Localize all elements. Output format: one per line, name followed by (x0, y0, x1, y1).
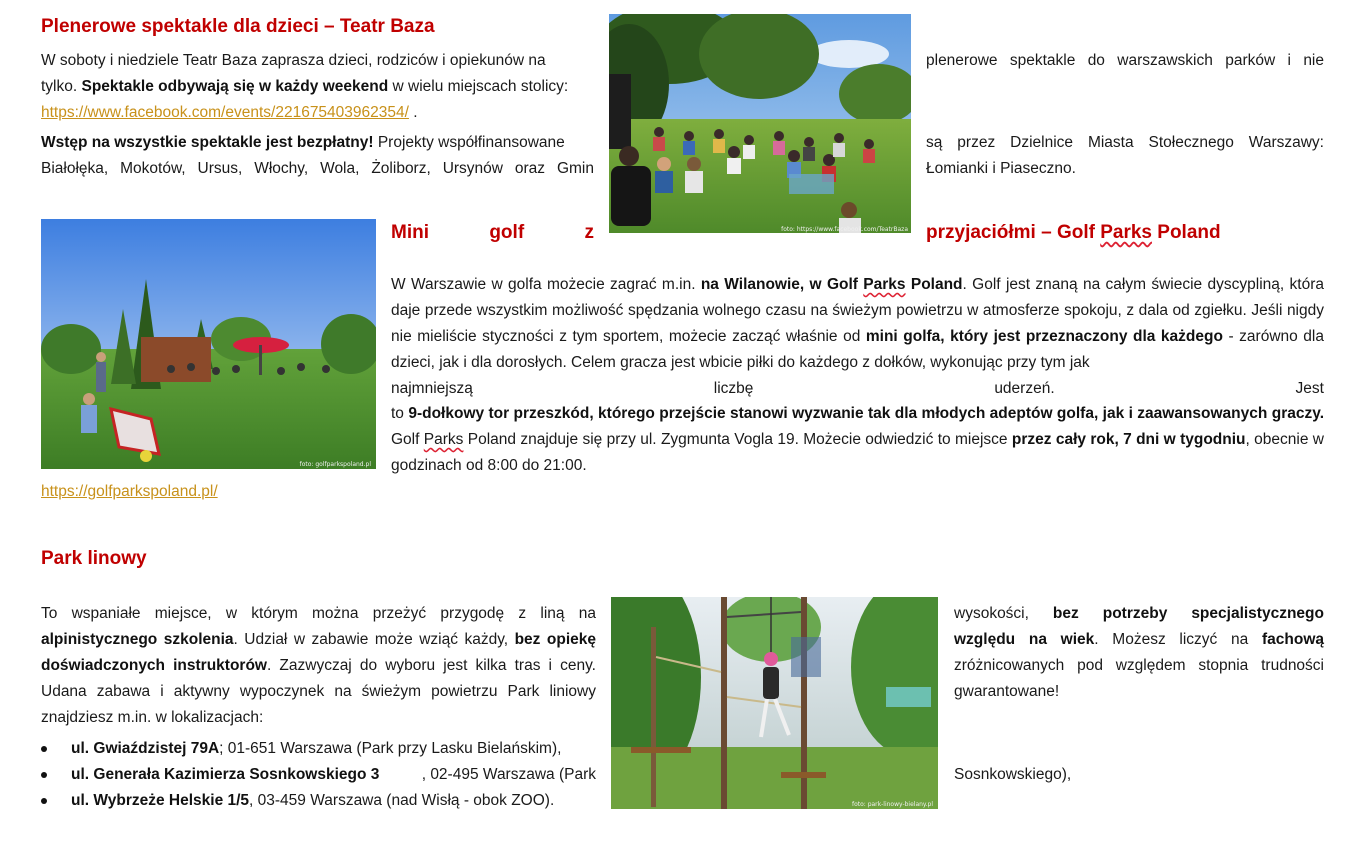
golf-paragraph-2 (391, 401, 1324, 479)
golf-paragraph-1 (391, 272, 1324, 376)
park-linowy-locations-list (41, 736, 596, 814)
golf-garden-image (41, 219, 376, 469)
bold-text: Poland (905, 276, 963, 293)
photo-credit: foto: https://www.facebook.com/TeatrBaza (781, 226, 908, 233)
list-item (41, 788, 596, 814)
rope-park-image (611, 597, 938, 809)
photo-credit: foto: park-linowy-bielany.pl (851, 801, 933, 808)
text: zróżnicowanych pod względem stopnia trudności gwarantowane! (954, 657, 1324, 700)
text: najmniejszą (391, 380, 473, 397)
bold-text: bez potrzeby specjalistycznego względu na wiek (954, 605, 1324, 648)
bold-text: ul. Wybrzeże Helskie 1/5 (71, 792, 250, 809)
bold-text: ul. Generała Kazimierza Sosnkowskiego 3 (71, 766, 380, 783)
bold-text: opiekę doświadczonych instruktorów (41, 631, 597, 674)
list-item (41, 762, 596, 788)
title-word: golf (489, 222, 525, 243)
park-linowy-left-text (41, 601, 596, 731)
text: liczbę (713, 380, 754, 397)
text: , 03-459 Warszawa (nad Wisłą - obok ZOO). (249, 792, 555, 809)
text: Projekty współfinansowane (373, 134, 565, 151)
teatr-baza-photo (609, 14, 911, 233)
section-title-teatr-baza: Plenerowe spektakle dla dzieci – Teatr Baza (41, 16, 435, 37)
section-title-mini-golf-left (391, 222, 594, 244)
title-word: Mini (391, 222, 429, 243)
teatr-text-line4-left (41, 130, 594, 156)
text: Białołęka, Mokotów, Ursus, Włochy, Wola, Żoliborz, Ursynów oraz Gmin (41, 160, 594, 177)
text: W Warszawie w golfa możecie zagrać m.in. (391, 276, 701, 293)
text: Poland znajduje się przy ul. Zygmunta Vogla 19. Możecie odwiedzić to miejsce (463, 431, 1012, 448)
text: W soboty i niedziele Teatr Baza zaprasza dzieci, rodziców i opiekunów na (41, 52, 546, 69)
text: , 02-495 Warszawa (Park (421, 766, 596, 783)
text: Jest (1295, 380, 1324, 397)
title-part: Poland (1152, 222, 1221, 243)
section-title-mini-golf-right (926, 222, 1221, 244)
text: . Zazwyczaj do wyboru jest kilka tras i ceny. Udana zabawa i aktywny wypoczynek na świeżym powietrzu Park liniowy znajdziesz m.in. w lokalizacjach: (41, 657, 596, 726)
text: Parks (423, 431, 464, 448)
teatr-text-line1-right (926, 48, 1324, 74)
bold-text: alpinistycznego szkolenia (41, 631, 234, 648)
text: Golf (391, 431, 424, 448)
bold-text: bez (514, 631, 541, 648)
title-word: z (584, 222, 594, 243)
text: . Udział w zabawie może wziąć każdy, (233, 631, 515, 648)
text: . Golf jest znaną na całym świecie dyscypliną, która daje przede wszystkim możliwość spędzania wolnego czasu na świeżym powietrzu w atmosferze spokoju, z dala od zgiełku. Jeśli nigdy nie mieliście styczności z tym sportem, możecie zacząć właśnie od (391, 276, 1324, 345)
bullet-icon (41, 746, 47, 752)
section-title-park-linowy: Park linowy (41, 548, 147, 569)
text: . Możesz liczyć na (1094, 631, 1262, 648)
teatr-text-line1-left (41, 48, 594, 74)
bold-text: mini golfa, który jest przeznaczony dla każdego (865, 328, 1223, 345)
bullet-icon (41, 798, 47, 804)
list-item (41, 736, 596, 762)
text: ; 01-651 Warszawa (Park przy Lasku Bielańskim), (219, 740, 562, 757)
text: to (391, 405, 409, 422)
bold-text: przez cały rok, 7 dni w tygodniu (1011, 431, 1246, 448)
text: są przez Dzielnice Miasta Stołecznego Warszawy: (926, 134, 1324, 151)
golf-justified-line (391, 376, 1324, 402)
text: tylko. (41, 78, 82, 95)
bold-text: 9-dołkowy tor przeszkód, którego przejście stanowi wyzwanie tak dla młodych adeptów golfa, jak i zaawansowanych graczy. (408, 405, 1324, 422)
text: wysokości, (954, 605, 1053, 622)
teatr-link-line (41, 100, 418, 126)
text: To wspaniałe miejsce, w którym można przeżyć przygodę z liną na (41, 605, 596, 622)
text: w wielu miejscach stolicy: (388, 78, 569, 95)
teatr-text-line2 (41, 74, 594, 100)
teatr-text-line4-right (926, 130, 1324, 156)
park-linowy-right-text (954, 601, 1324, 705)
teatr-text-line5-left (41, 156, 594, 182)
bold-text: Spektakle odbywają się w każdy weekend (81, 78, 389, 95)
facebook-event-link[interactable]: https://www.facebook.com/events/221675403962354/ (41, 104, 409, 121)
text: - zarówno dla dzieci, jak i dla dorosłych. Celem gracza jest wbicie piłki do każdego z dołków, wykonując przy tym jak (391, 328, 1324, 371)
bullet-icon (41, 772, 47, 778)
golf-link-line (41, 479, 218, 505)
park-linowy-photo (611, 597, 938, 809)
title-part: Parks (1100, 222, 1152, 243)
title-part: przyjaciółmi – Golf (926, 222, 1101, 243)
teatr-text-line5-right: Łomianki i Piaseczno. (926, 160, 1076, 177)
bold-text: na Wilanowie, w Golf (700, 276, 864, 293)
bold-text: Wstęp na wszystkie spektakle jest bezpłatny! (41, 134, 374, 151)
bold-text: fachową (1261, 631, 1324, 648)
bold-text: ul. Gwiaździstej 79A (71, 740, 220, 757)
golf-parks-photo (41, 219, 376, 469)
text: . (408, 104, 418, 121)
photo-credit: foto: golfparkspoland.pl (299, 461, 371, 468)
bold-text: Parks (863, 276, 906, 293)
text: , obecnie w godzinach od 8:00 do 21:00. (391, 431, 1325, 474)
text: plenerowe spektakle do warszawskich parków i nie (926, 52, 1324, 69)
text: uderzeń. (994, 380, 1055, 397)
park-linowy-list-continuation: Sosnkowskiego), (954, 766, 1072, 783)
park-audience-image (609, 14, 911, 233)
golf-parks-link[interactable]: https://golfparkspoland.pl/ (41, 483, 218, 500)
